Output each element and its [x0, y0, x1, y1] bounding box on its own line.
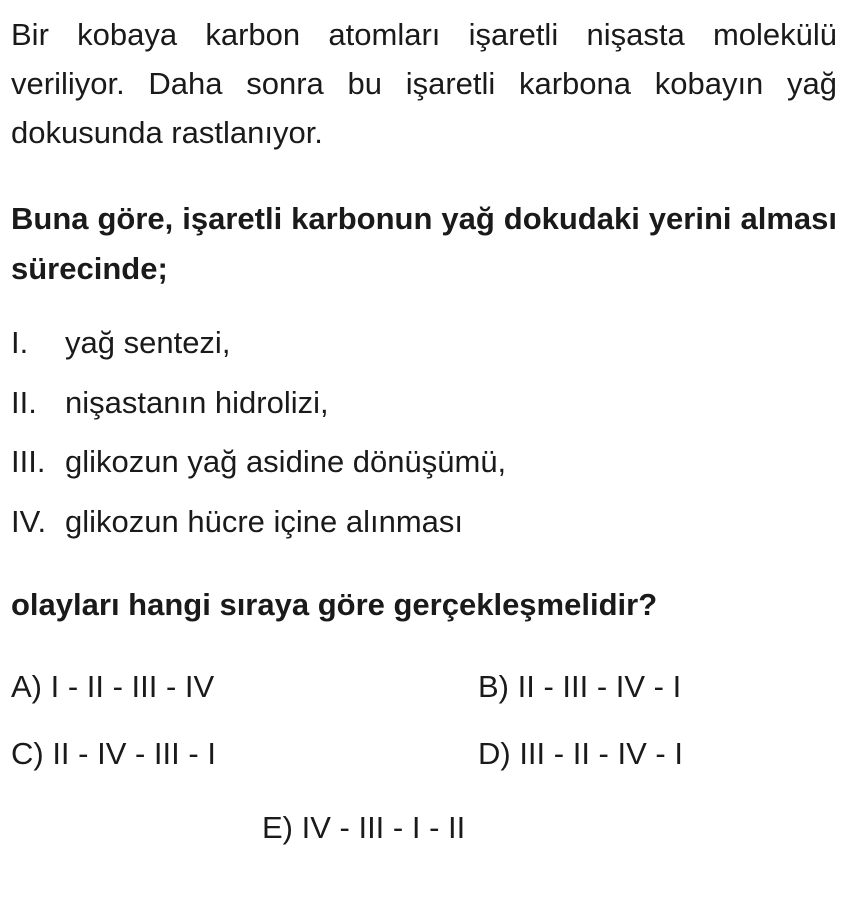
option-a[interactable]: A) I - II - III - IV	[11, 669, 215, 704]
option-c[interactable]: C) II - IV - III - I	[11, 736, 216, 771]
statement-item	[11, 378, 837, 438]
option-d[interactable]: D) III - II - IV - I	[478, 736, 683, 771]
statement-number: III.	[11, 444, 46, 479]
statement-number: II.	[11, 384, 37, 420]
statement-number: I.	[11, 325, 29, 360]
statement-number: IV.	[11, 503, 47, 539]
option-e[interactable]: E) IV - III - I - II	[262, 810, 466, 845]
option-b[interactable]: B) II - III - IV - I	[478, 669, 682, 704]
statement-text: yağ sentezi,	[65, 325, 231, 360]
statement-text: nişastanın hidrolizi,	[65, 384, 329, 420]
statement-text: glikozun hücre içine alınması	[65, 503, 464, 539]
question-tail: olayları hangi sıraya göre gerçekleşmelidir?	[11, 587, 658, 622]
statement-item	[11, 437, 837, 497]
statement-list	[11, 318, 837, 556]
statement-item	[11, 497, 837, 557]
question-stem: Bir kobaya karbon atomları işaretli nişasta molekülü veriliyor. Daha sonra bu işaretli karbona kobayın yağ dokusunda rastlanıyor.	[11, 17, 837, 150]
question-prompt: Buna göre, işaretli karbonun yağ dokudaki yerini alması sürecinde;	[11, 201, 837, 286]
statement-item	[11, 318, 837, 378]
statement-text: glikozun yağ asidine dönüşümü,	[65, 444, 507, 479]
